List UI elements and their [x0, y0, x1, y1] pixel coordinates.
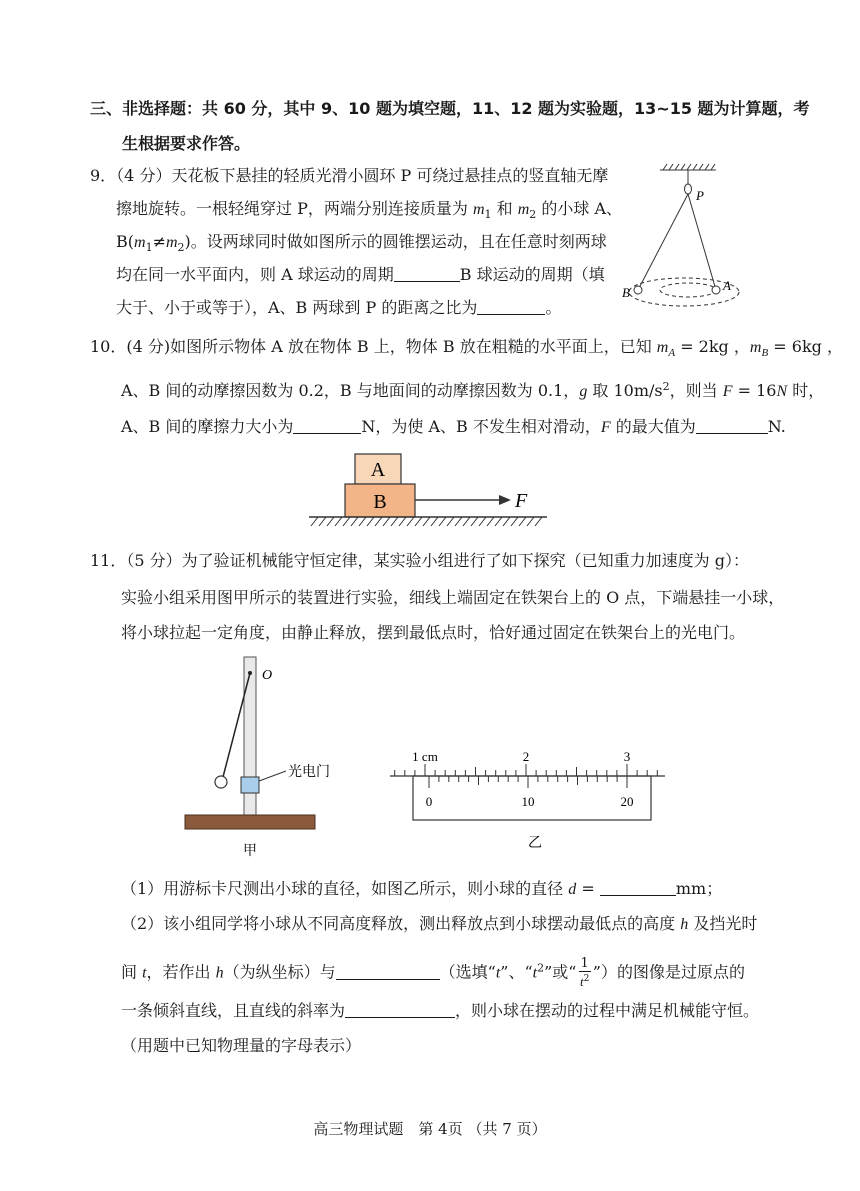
- block-a-label: A: [370, 459, 386, 481]
- pendulum-ball: [215, 776, 227, 788]
- q10-line2: A、B 间的动摩擦因数为 0.2，B 与地面间的动摩擦因数为 0.1，g 取 $10m/s^2$，则当 F = 16N 时，: [121, 380, 825, 400]
- q10-text: 的最大值为: [610, 417, 696, 436]
- q9-line5: [116, 295, 561, 318]
- q10-text: ，则当: [669, 381, 723, 400]
- force-label: F: [515, 490, 528, 512]
- q9-line1: 9．（4 分）天花板下悬挂的轻质光滑小圆环 P 可绕过悬挂点的竖直轴无摩: [90, 166, 609, 185]
- q11-text: （2）该小组同学将小球从不同高度释放，测出释放点到小球摆动最低点的高度: [121, 914, 681, 933]
- answer-blank[interactable]: [696, 419, 768, 434]
- q11-part2-line2: 间 t，若作出 h（为纵坐标）与 （选填“t”、“$t^2$”或“ $\frac{1}{t^2}$ ”）的图像是过原点的: [121, 956, 745, 989]
- q10-blocks-figure: [305, 450, 555, 532]
- q10-text: A、B 间的动摩擦因数为 0.2，B 与地面间的动摩擦因数为 0.1，: [121, 381, 580, 400]
- q9-line2: 擦地旋转。一根轻绳穿过 P，两端分别连接质量为 $m_1$ 和 $m_2$ 的小球 A、: [116, 199, 622, 221]
- ring-p: [685, 184, 692, 194]
- section-heading-line1: 三、非选择题：共 60 分，其中 9、10 题为填空题，11、12 题为实验题，13~15 题为计算题，考: [90, 99, 810, 118]
- q11-text: =: [576, 879, 600, 898]
- q9-line4: [116, 262, 605, 285]
- q10-text: N.: [767, 417, 786, 436]
- q11-text: mm；: [675, 879, 723, 898]
- q11-text: 一条倾斜直线，且直线的斜率为: [121, 1001, 346, 1020]
- vernier-caliper: [390, 749, 665, 820]
- q10-text: A、B 间的摩擦力大小为: [121, 417, 294, 436]
- q10-mass-b: = 6kg: [773, 337, 822, 356]
- q11-line2: 实验小组采用图甲所示的装置进行实验，细线上端固定在铁架台上的 O 点，下端悬挂一小球，: [121, 588, 785, 607]
- fraction-one-over-t-squared: $\frac{1}{t^2}$: [579, 956, 590, 989]
- ball-b: [634, 286, 642, 294]
- q11-text: （选填“: [439, 962, 496, 982]
- q11-fig-yi: [385, 730, 675, 855]
- q11-part2-line4: （用题中已知物理量的字母表示）: [121, 1036, 362, 1055]
- q11-text: （为纵坐标）与: [223, 962, 336, 982]
- q9-text: 的小球 A、: [536, 199, 622, 218]
- q9-text: 擦地旋转。一根轻绳穿过 P，两端分别连接质量为: [116, 199, 473, 218]
- label-photogate: 光电门: [288, 765, 330, 780]
- caption-yi: 乙: [528, 836, 542, 851]
- vernier-label: 10: [521, 794, 535, 809]
- answer-blank[interactable]: [293, 419, 361, 434]
- label-a: A: [723, 278, 731, 293]
- vernier-label: 0: [425, 794, 433, 809]
- q11-line1: 11．（5 分）为了验证机械能守恒定律，某实验小组进行了如下探究（已知重力加速度为 g）：: [90, 551, 749, 570]
- q9-text: 大于、小于或等于），A、B 两球到 P 的距离之比为: [116, 298, 478, 317]
- answer-blank[interactable]: [394, 267, 460, 282]
- string-to-b: [638, 194, 688, 290]
- q9-text: B(: [116, 232, 134, 251]
- q10-text: = 16: [732, 381, 777, 400]
- answer-blank[interactable]: [477, 300, 545, 315]
- label-o: O: [262, 668, 273, 683]
- q11-part1: （1）用游标卡尺测出小球的直径，如图乙所示，则小球的直径 d = mm；: [121, 879, 723, 898]
- q10-mass-a: = 2kg: [680, 337, 729, 356]
- q11-text: 及挡光时: [688, 914, 758, 933]
- main-scale-label: 2: [522, 749, 530, 764]
- q10-text: 取 10m/s: [587, 381, 663, 400]
- q10-text: 10．(4 分)如图所示物体 A 放在物体 B 上，物体 B 放在粗糙的水平面上，已知: [90, 337, 657, 356]
- q11-text: ”）的图像是过原点的: [592, 962, 745, 982]
- q11-part2-line1: （2）该小组同学将小球从不同高度释放，测出释放点到小球摆动最低点的高度 h 及挡光时: [121, 914, 758, 933]
- q11-line3: 将小球拉起一定角度，由静止释放，摆到最低点时，恰好通过固定在铁架台上的光电门。: [121, 623, 746, 642]
- orbit-inner: [660, 283, 716, 297]
- q9-text: 。: [545, 298, 562, 317]
- label-p: P: [696, 188, 704, 203]
- q11-text: ”或“: [544, 962, 577, 982]
- q11-text: ，若作出: [146, 962, 216, 982]
- q11-text: （1）用游标卡尺测出小球的直径，如图乙所示，则小球的直径: [121, 879, 569, 898]
- q10-line1: 10．(4 分)如图所示物体 A 放在物体 B 上，物体 B 放在粗糙的水平面上，已知 $m_A = 2kg$ ，$m_B = 6kg$ ，: [90, 337, 843, 359]
- q11-text: ”、“: [500, 962, 533, 982]
- answer-blank[interactable]: [600, 881, 676, 896]
- ground-hatch: [311, 517, 542, 526]
- q11-text: 间: [121, 962, 143, 982]
- ceiling-hatch: [660, 164, 716, 170]
- stand-base: [185, 815, 315, 829]
- q11-fig-jia: [180, 655, 350, 865]
- vernier-label: 20: [620, 794, 634, 809]
- q9-line3: $B(m_1\ne m_2)$。设两球同时做如图所示的圆锥摆运动，且在任意时刻两球: [116, 232, 607, 254]
- q9-conical-pendulum-figure: [618, 160, 768, 310]
- string-to-a: [688, 194, 716, 290]
- q9-text: 均在同一水平面内，则 A 球运动的周期: [116, 265, 394, 284]
- photogate: [241, 777, 259, 793]
- main-scale-label: 1 cm: [412, 749, 438, 764]
- photogate-pointer: [259, 771, 286, 781]
- force-arrow-head: [499, 495, 511, 505]
- answer-blank[interactable]: [336, 965, 440, 980]
- block-b-label: B: [373, 491, 387, 513]
- q11-part2-line3: [121, 998, 759, 1021]
- q10-line3: A、B 间的摩擦力大小为 N，为使 A、B 不发生相对滑动，F 的最大值为 N.: [121, 417, 786, 436]
- caption-jia: 甲: [243, 844, 257, 859]
- page-footer: 高三物理试题 第 4页 （共 7 页）: [313, 1120, 547, 1138]
- q9-text: )。设两球同时做如图所示的圆锥摆运动，且在任意时刻两球: [184, 232, 607, 251]
- q10-text: 时，: [787, 381, 825, 400]
- q11-text: ，则小球在摆动的过程中满足机械能守恒。: [455, 1001, 760, 1020]
- ball-a: [712, 286, 720, 294]
- main-scale-label: 3: [623, 749, 631, 764]
- q9-text: B 球运动的周期（填: [459, 265, 605, 284]
- answer-blank[interactable]: [345, 1003, 455, 1018]
- q10-text: N，为使 A、B 不发生相对滑动，: [361, 417, 601, 436]
- label-b: B: [622, 285, 630, 300]
- section-heading-line2: 生根据要求作答。: [122, 134, 251, 153]
- q9-text: 和: [491, 199, 518, 218]
